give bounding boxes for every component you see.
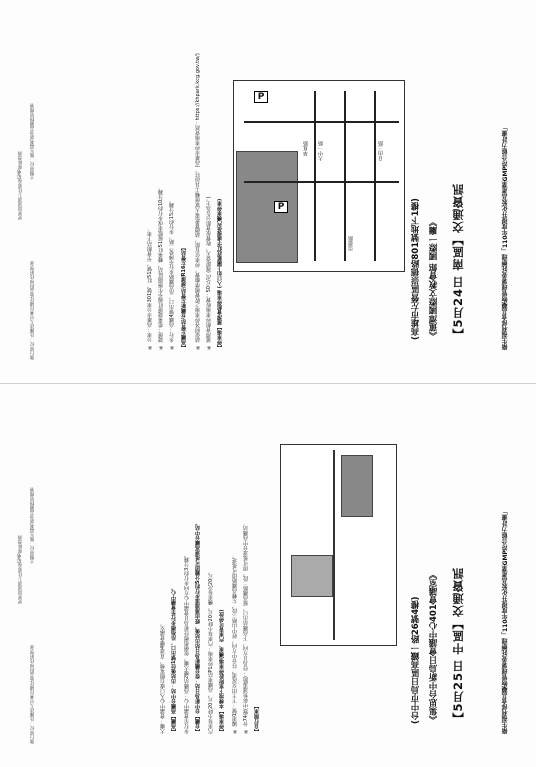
map-label: 華夏路 [303,141,309,156]
transit-item: ※ 公車：高雄市公車301號、紅51號，至會館站下車。 [147,226,153,350]
map-building [341,455,373,517]
map-road [244,181,399,183]
footer-info: 更多資訊請上化妝品GMP專區查詢 [18,535,23,604]
map-road [344,91,346,261]
footer-executor: 執行單位：社團法人中華民國化妝品科學技術學會 [30,645,35,744]
location-map [280,444,397,646]
parking-title: 【停車場】蓮潭會館停車場 (入口如上圖藍底紅字處提供汽機車停車) [217,198,223,350]
map-road [333,450,335,640]
venue-address: (高雄市左營區崇德路801號地下1樓) [411,198,421,340]
parking-icon: P [254,91,268,103]
transit-item: ※ 捷運：搭乘捷運紅線至生態園區站，轉乘紅51接駁車或步行約10分鐘。 [158,184,164,350]
footer-executor: 執行單位：社團法人中華民國化妝品科學技術學會 [30,261,35,360]
train-body: 步行至會議中心：高鐵站2樓大廳，依循指標往新烏日會議中心方向步行約3分鐘。 [184,552,190,734]
footer-organizer: 主辦單位：衛生福利部食品藥物管理署 [30,103,35,180]
transit-item: ※ 步行：高鐵4號出口，沿高鐵路步行至博愛二路，步行約15分鐘。 [169,197,175,350]
drive-title: 【自行開車】 [254,704,260,734]
map-building [291,555,333,597]
location-map [233,80,405,272]
transit-title: 【高鐵左營站/台鐵新左營站/捷運R16左營站】 [181,245,187,350]
parking-icon: P [274,201,288,213]
drive-item: ※ 國道1號：下王田交流道，往台中方向，經中山路三段，左轉高鐵路即可抵達。 [232,553,238,734]
page-1-south [0,0,536,383]
map-photo [236,151,298,263]
venue-name: 《蓮潭國際文教會館 國際一廳》 [429,218,439,340]
hsr-title: 【高鐵】高鐵台中站：出站後往1號出口，沿指標步行至會議中心。 [171,585,177,734]
venue-address: (台中市烏日區高鐵一路26號4樓) [411,596,421,724]
map-label: 大中一路 [318,141,324,161]
page-header: 衛生福利部食品藥物管理署委託辦理「110年度提升化妝品產業GMP符合能力計畫」 [502,508,509,734]
map-road [374,91,376,261]
train-title: 【台鐵】台中新烏日站：從台鐵新烏日站出站後，經由連通道步行約5分鐘即可抵達高鐵台中站。 [195,520,201,734]
hsr-body: 大廳：會議中心入口處右側電梯，直達4樓會議室。 [160,620,166,734]
page-title: 【5月24日 南區】交通資訊 [451,182,465,340]
park-title: 【停車場】本棟地下室附設停車場(機車、汽車皆可停放) [219,609,225,734]
drive-item: ※ 台74線(中彰快速道路)：往烏日方向，下高鐵站出口，接高鐵路二段，即可抵達台中高鐵站。 [243,521,249,734]
page-title: 【5月25日 中區】交通資訊 [451,566,465,724]
footer-organizer: 主辦單位：衛生福利部食品藥物管理署 [30,487,35,564]
parking-note: ※ 請依照各停車場之收費標準繳費。停車位有限，請儘量搭乘大眾運輸工具前往。(高雄市停車場資訊：https://khpark.kcg.gov.tw/) [195,53,201,350]
venue-name: 《集思台中新烏日會議中心401會議室》 [429,570,439,724]
map-road [314,91,316,261]
page-2-central [0,384,536,767]
park-body: 汽車每小時20元，高鐵車站P1停車場：汽車每小時20元，機車每次20元。 [208,568,214,734]
map-label: 崇德路 [348,236,354,251]
map-label: 自由三路 [378,141,384,161]
page-header: 衛生福利部食品藥物管理署委託辦理「110年度提升化妝品產業GMP符合能力計畫」 [502,124,509,350]
footer-info: 更多資訊請上化妝品GMP專區查詢 [18,151,23,220]
parking-body: ※ 蓮潭會館停車場收費：50元/次 (僅限當天，收費依會館公告為主。) [206,196,212,350]
